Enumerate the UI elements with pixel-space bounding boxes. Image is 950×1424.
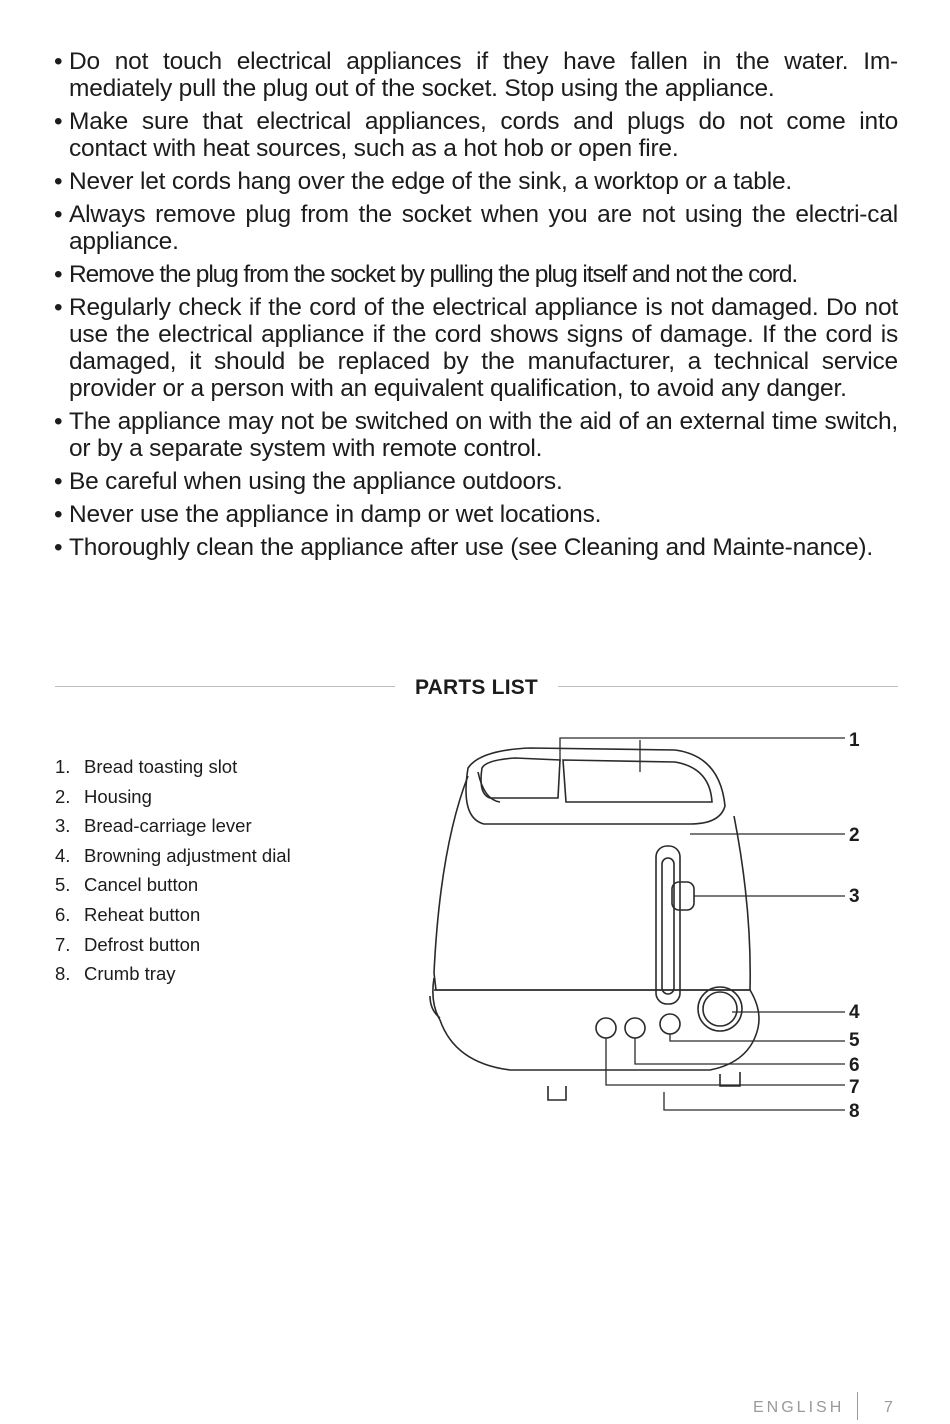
toaster-diagram xyxy=(420,728,850,1128)
toaster-foot xyxy=(720,1072,740,1086)
footer-language: ENGLISH xyxy=(753,1399,845,1416)
safety-bullet: • Regularly check if the cord of the electrical appliance is not damaged. Do not use the electrical appliance if the cord shows signs of damage. If the cord is damaged, it should be replaced by the manufacturer, a technical service provider or a person with an equivalent qualification, to avoid any danger. xyxy=(54,294,898,402)
safety-bullet: • Do not touch electrical appliances if they have fallen in the water. Im-mediately pull the plug out of the socket. Stop using the appliance. xyxy=(54,48,898,102)
callout-4: 4 xyxy=(849,1002,860,1023)
safety-bullet: • Never use the appliance in damp or wet locations. xyxy=(54,501,602,528)
parts-list-item: 7. Defrost button xyxy=(55,933,201,955)
defrost-button-icon xyxy=(596,1018,616,1038)
parts-list-item: 8. Crumb tray xyxy=(55,963,176,985)
parts-list-item: 5. Cancel button xyxy=(55,874,199,896)
section-divider-left xyxy=(55,686,395,687)
lever-slot xyxy=(656,846,680,1004)
parts-list-item: 6. Reheat button xyxy=(55,903,201,925)
section-divider-right xyxy=(558,686,898,687)
parts-list-item: 2. Housing xyxy=(55,785,152,807)
parts-list-item: 3. Bread-carriage lever xyxy=(55,815,252,837)
safety-bullet: • Be careful when using the appliance outdoors. xyxy=(54,468,563,495)
footer-separator xyxy=(857,1392,858,1420)
bread-slot-icon xyxy=(481,758,560,798)
callout-6: 6 xyxy=(849,1055,860,1076)
safety-instructions-list xyxy=(52,48,898,567)
parts-list-title: PARTS LIST xyxy=(415,676,538,699)
safety-bullet: • Make sure that electrical appliances, cords and plugs do not come into contact with heat sources, such as a hot hob or open fire. xyxy=(54,108,898,162)
safety-bullet: • Remove the plug from the socket by pulling the plug itself and not the cord. xyxy=(54,261,798,288)
callout-3: 3 xyxy=(849,886,860,907)
safety-bullet: • Always remove plug from the socket when you are not using the electri-cal appliance. xyxy=(54,201,898,255)
parts-list-item: 1. Bread toasting slot xyxy=(55,756,238,777)
callout-8: 8 xyxy=(849,1101,860,1122)
parts-list-item: 4. Browning adjustment dial xyxy=(55,844,291,866)
browning-dial-icon xyxy=(698,987,742,1031)
bread-slot-icon xyxy=(563,760,712,802)
callout-2: 2 xyxy=(849,825,860,846)
safety-bullet: • Never let cords hang over the edge of the sink, a worktop or a table. xyxy=(54,168,792,195)
safety-bullet: • Thoroughly clean the appliance after use (see Cleaning and Mainte-nance). xyxy=(54,534,873,561)
callout-1: 1 xyxy=(849,730,860,751)
callout-7: 7 xyxy=(849,1077,860,1098)
reheat-button-icon xyxy=(625,1018,645,1038)
parts-list xyxy=(55,752,291,989)
callout-5: 5 xyxy=(849,1030,860,1051)
bread-carriage-lever-icon xyxy=(672,882,694,910)
toaster-foot xyxy=(548,1086,566,1100)
safety-bullet: • The appliance may not be switched on with the aid of an external time switch, or by a separate system with remote control. xyxy=(54,408,898,462)
toaster-housing xyxy=(434,776,750,990)
cancel-button-icon xyxy=(660,1014,680,1034)
page-number: 7 xyxy=(884,1399,893,1416)
toaster-base xyxy=(433,978,759,1070)
